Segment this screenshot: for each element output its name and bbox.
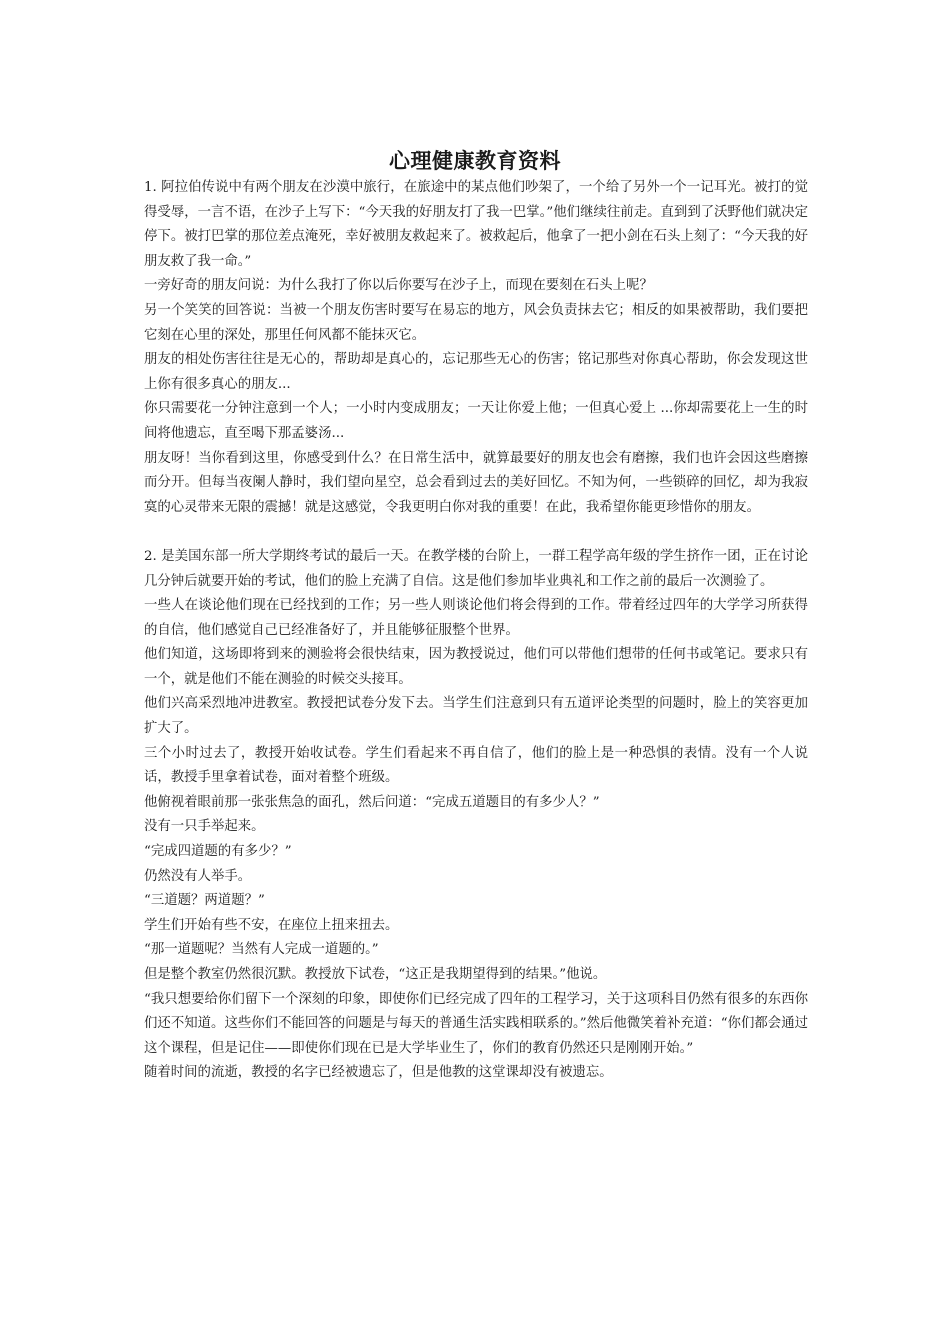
document-title: 心理健康教育资料 bbox=[389, 149, 561, 173]
section-2 bbox=[144, 545, 808, 1086]
section-spacer bbox=[144, 520, 808, 545]
paragraph: 2. 是美国东部一所大学期终考试的最后一天。在教学楼的台阶上，一群工程学高年级的学生挤作一团，正在讨论几分钟后就要开始的考试，他们的脸上充满了自信。这是他们参加毕业典礼和工作之前的最后一次测验了。 bbox=[144, 548, 808, 589]
paragraph: “我只想要给你们留下一个深刻的印象，即使你们已经完成了四年的工程学习，关于这项科目仍然有很多的东西你们还不知道。这些你们不能回答的问题是与每天的普通生活实践相联系的。”然后他微笑着补充道：“你们都会通过这个课程，但是记住——即使你们现在已是大学毕业生了，你们的教育仍然还只是刚刚开始。” bbox=[144, 991, 808, 1056]
paragraph: 但是整个教室仍然很沉默。教授放下试卷，“这正是我期望得到的结果。”他说。 bbox=[144, 967, 607, 982]
paragraph: “完成四道题的有多少？” bbox=[144, 844, 292, 860]
paragraph: 朋友的相处伤害往往是无心的，帮助却是真心的，忘记那些无心的伤害；铭记那些对你真心帮助，你会发现这世上你有很多真心的朋友... bbox=[144, 352, 808, 392]
paragraph: 学生们开始有些不安，在座位上扭来扭去。 bbox=[144, 917, 399, 933]
paragraph: “三道题？两道题？” bbox=[144, 893, 265, 909]
paragraph: 一些人在谈论他们现在已经找到的工作；另一些人则谈论他们将会得到的工作。带着经过四年的大学学习所获得的自信，他们感觉自己已经准备好了，并且能够征服整个世界。 bbox=[144, 598, 808, 638]
paragraph: 朋友呀！当你看到这里，你感受到什么？在日常生活中，就算最要好的朋友也会有磨擦，我们也许会因这些磨擦而分开。但每当夜阑人静时，我们望向星空，总会看到过去的美好回忆。不知为何，一些锁碎的回忆，却为我寂寞的心灵带来无限的震撼！就是这感觉，令我更明白你对我的重要！在此，我希望你能更珍惜你的朋友。 bbox=[144, 450, 808, 515]
paragraph: “那一道题呢？当然有人完成一道题的。” bbox=[144, 942, 379, 958]
paragraph: 仍然没有人举手。 bbox=[144, 868, 252, 884]
paragraph: 一旁好奇的朋友问说：为什么我打了你以后你要写在沙子上，而现在要刻在石头上呢？ bbox=[144, 278, 653, 294]
section-1 bbox=[144, 176, 808, 520]
paragraph: 他们兴高采烈地冲进教室。教授把试卷分发下去。当学生们注意到只有五道评论类型的问题时，脸上的笑容更加扩大了。 bbox=[144, 696, 808, 737]
paragraph: 随着时间的流逝，教授的名字已经被遗忘了，但是他教的这堂课却没有被遗忘。 bbox=[144, 1065, 613, 1081]
paragraph: 另一个笑笑的回答说：当被一个朋友伤害时要写在易忘的地方，风会负责抹去它；相反的如果被帮助，我们要把它刻在心里的深处，那里任何风都不能抹灭它。 bbox=[144, 302, 808, 343]
document-body bbox=[144, 176, 808, 1086]
paragraph: 你只需要花一分钟注意到一个人；一小时内变成朋友；一天让你爱上他；一但真心爱上 ...你却需要花上一生的时间将他遗忘，直至喝下那孟婆汤... bbox=[144, 401, 808, 441]
paragraph: 没有一只手举起来。 bbox=[144, 819, 265, 835]
paragraph: 他俯视着眼前那一张张焦急的面孔，然后问道：“完成五道题目的有多少人？” bbox=[144, 794, 600, 810]
paragraph: 他们知道，这场即将到来的测验将会很快结束，因为教授说过，他们可以带他们想带的任何书或笔记。要求只有一个，就是他们不能在测验的时候交头接耳。 bbox=[144, 647, 808, 687]
paragraph: 1. 阿拉伯传说中有两个朋友在沙漠中旅行，在旅途中的某点他们吵架了，一个给了另外一个一记耳光。被打的觉得受辱，一言不语，在沙子上写下：“今天我的好朋友打了我一巴掌。”他们继续往前走。直到到了沃野他们就决定停下。被打巴掌的那位差点淹死，幸好被朋友救起来了。被救起后，他拿了一把小剑在石头上刻了：“今天我的好朋友救了我一命。” bbox=[144, 180, 808, 269]
paragraph: 三个小时过去了，教授开始收试卷。学生们看起来不再自信了，他们的脸上是一种恐惧的表情。没有一个人说话，教授手里拿着试卷，面对着整个班级。 bbox=[144, 745, 808, 786]
